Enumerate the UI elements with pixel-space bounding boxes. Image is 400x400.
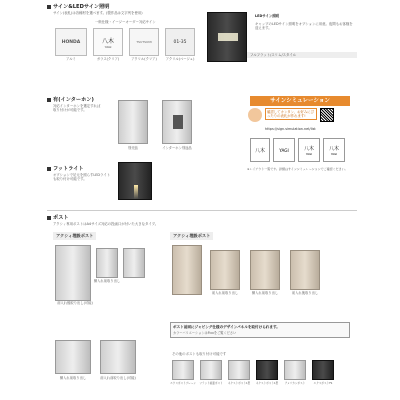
post-left-title: アクシィ埋設ポスト: [53, 232, 96, 240]
bullet-icon: [47, 167, 51, 171]
intercom-photo-2: [162, 100, 192, 144]
post-right-detail-1: [210, 250, 240, 290]
section-divider: [47, 210, 357, 211]
footlight-desc: オプションで足元を照らすLEDライトも取り付け可能です。: [53, 173, 111, 182]
post-bottom-photo-2: [100, 340, 136, 374]
variant-photo: [312, 360, 334, 380]
post-right-photo: [172, 245, 202, 295]
variant-label: エクスポストFS: [313, 382, 333, 385]
post-right-label: 前入れ前取り出し: [211, 291, 239, 295]
simulation-bubble: 確認してカンタン、お好みにぴったりの表札が作れます!: [265, 108, 317, 120]
simulation-banner: サインシミュレーション: [250, 96, 350, 106]
sign-plate-acrylic-beige: 01-35: [165, 28, 195, 56]
bullet-icon: [47, 5, 51, 9]
simulation-icon: [248, 108, 262, 122]
variant-photo: [200, 360, 222, 380]
variant-photo: [284, 360, 306, 380]
led-mode-bar: フルフラット/スリム/スタイル: [247, 52, 357, 58]
variant-photo: [228, 360, 250, 380]
intercom-label: インターホン別途品: [162, 146, 192, 150]
footlight-glow: [134, 185, 138, 199]
sign-plate-aluminum: HONDA: [55, 28, 87, 56]
plate-label: アクリル(ベージュ): [165, 57, 195, 61]
sign-heading: サイン&LEDサイン照明: [47, 3, 109, 10]
design-panel-note: [170, 322, 350, 338]
variant-label: エクスポストプレーン: [170, 382, 196, 385]
post-left-label: 横入れ前取り出し: [93, 279, 121, 283]
post-desc: アクシィ専用ポストはA4サイズ対応の投函口が付いた大きなタイプ。: [53, 222, 159, 226]
post-bottom-label: 横入れ前取り出し: [59, 376, 87, 380]
post-main-photo: [55, 245, 91, 301]
footlight-photo: [118, 162, 152, 200]
simulation-card: YAGI: [273, 138, 295, 162]
post-right-label: 前入れ後取り出し: [291, 291, 319, 295]
led-light-glow: [218, 33, 238, 41]
led-desc: キャップのLEDサイン照明をオプションに用意。夜間もお客様を迎えます。: [255, 22, 353, 31]
qr-code-icon: [320, 108, 334, 122]
note-title: ポスト前面にジャビング仕様のデザインパネルを取付けられます。: [173, 325, 280, 329]
simulation-card: 八木: [250, 138, 270, 162]
post-bottom-label: 前入れ前取り出し(可能): [100, 376, 136, 380]
variant-label: ネクストポスト1型: [227, 382, 251, 385]
note-desc: カラーバリエーションはP.xxをご覧ください: [173, 331, 237, 335]
simulation-card: 八木 YAGI: [298, 138, 320, 162]
variant-photo: [256, 360, 278, 380]
plate-label: アクリル(クリア): [131, 57, 157, 61]
post-bottom-photo-1: [55, 340, 91, 374]
led-title: LEDサイン照明: [255, 14, 280, 18]
post-detail-1: [96, 248, 118, 278]
intercom-label: 別売品: [128, 146, 138, 150]
variant-label: ネクストポスト1型: [255, 382, 279, 385]
simulation-url[interactable]: https://sign.simulation.net/list: [265, 127, 316, 131]
post-detail-2: [123, 248, 145, 278]
post-right-title: アクシィ埋設ポスト: [170, 232, 213, 240]
intercom-heading: 有(インターホン): [47, 96, 94, 103]
intercom-device: [173, 115, 183, 129]
plate-label: アルミ: [66, 57, 76, 61]
simulation-card: 八木 YAGI: [323, 138, 345, 162]
sign-plate-glass: 八木 YAGI: [93, 28, 123, 56]
post-right-label: 横入れ前取り出し: [251, 291, 279, 295]
intercom-photo-1: [118, 100, 148, 144]
bullet-icon: [47, 216, 51, 220]
intercom-desc: 対応インターホンを選定すれば取り付けが可能です。: [53, 104, 101, 113]
plates-title: 一般仕様・イージーオーダー対応サイン: [95, 20, 156, 24]
variants-title: その他のポストも取り付け可能です: [172, 352, 227, 356]
bullet-icon: [47, 98, 51, 102]
variant-label: アメリカンポスト: [284, 382, 306, 385]
post-right-detail-2: [250, 250, 280, 290]
sign-desc: サイン(表札)は各種材を選べます。(製作品は文字列を使用): [53, 11, 143, 15]
sign-plate-acrylic-clear: TSUTSUMI: [129, 28, 159, 56]
simulation-note: ※レイアウト一覧です。詳細はサインシミュレーションでご確認ください。: [247, 167, 348, 171]
variant-label: フラット前面ポスト: [199, 382, 223, 385]
plate-label: ガラス(クリア): [96, 57, 120, 61]
variant-photo: [172, 360, 194, 380]
post-left-label: 前入れ後取り出し(可能): [57, 301, 93, 305]
led-sign-photo: [207, 12, 247, 62]
post-heading: ポスト: [47, 214, 69, 221]
footlight-heading: フットライト: [47, 165, 84, 172]
post-right-detail-3: [290, 250, 320, 290]
